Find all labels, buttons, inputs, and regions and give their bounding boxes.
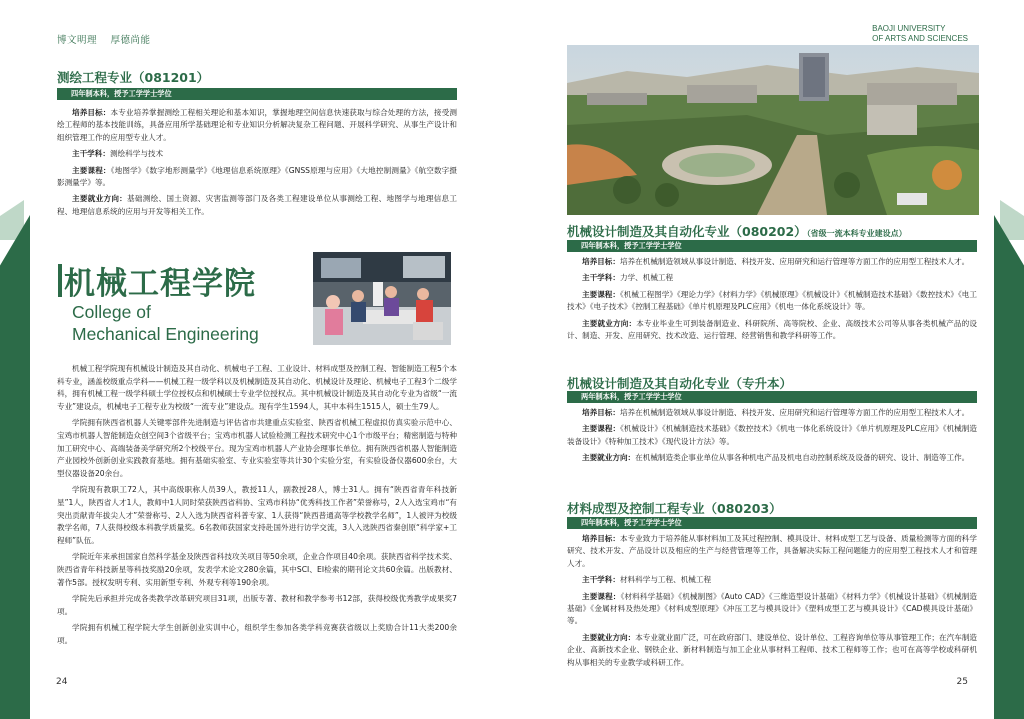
header-slogan [57,32,161,46]
page-number-left: 24 [56,677,68,687]
goal-text: 培养在机械制造领域从事设计制造、科技开发、应用研究和运行管理等方面工作的应用型工程技术人才。 [619,257,970,266]
lab-photo [313,252,451,345]
jobs-label: 主要就业方向： [582,453,636,463]
college-name-cn: 机械工程学院 [64,266,256,302]
materials-details [567,533,977,669]
subject-text: 测绘科学与技术 [109,149,164,159]
subject-label: 主干学科： [582,575,620,585]
slogan-1: 博文明理 [57,35,98,46]
intro-paragraph: 学院拥有机械工程学院大学生创新创业实训中心，组织学生参加各类学科竞赛获省级以上奖励合计11大类200余项。 [57,623,457,645]
lab-photo-image [313,252,451,345]
college-title-bar [58,264,62,297]
college-intro [57,363,457,647]
goal-text: 培养在机械制造领域从事设计制造、科技开发、应用研究和运行管理等方面工作的应用型工程技术人才。 [619,408,970,417]
campus-photo [567,45,979,215]
subject-text: 力学、机械工程 [619,273,674,283]
courses-label: 主要课程： [582,289,620,299]
surveying-details [57,107,457,218]
right-decor-band [994,215,1024,719]
courses-label: 主要课程： [582,591,621,601]
courses-text: 《机械设计》《机械制造技术基础》《数控技术》《机电一体化系统设计》《单片机原理及PLC应用》《机械制造装备设计》《特种加工技术》《现代设计方法》等。 [567,424,978,446]
degree-bar-mech-design: 四年制本科，授予工学学士学位 [567,240,977,252]
left-decor-band [0,215,30,719]
jobs-text: 基础测绘、国土资源、灾害监测等部门及各类工程建设单位从事测绘工程、地图学与地理信息工程、地理信息系统的应用与开发等相关工作。 [57,194,458,216]
intro-paragraph: 学院先后承担并完成各类教学改革研究项目31项，出版专著、教材和教学参考书12部，获得校级优秀教学成果奖7项。 [57,594,457,616]
college-name-en-line2: Mechanical Engineering [72,324,259,344]
goal-label: 培养目标： [582,534,620,543]
courses-label: 主要课程： [72,165,111,175]
courses-text: 《机械工程图学》《理论力学》《材料力学》《机械原理》《机械设计》《机械制造技术基础》《数控技术》《电工技术》《电子技术》《控制工程基础》《单片机原理及PLC应用》《机电一体化系统设计》等。 [567,289,977,312]
slogan-2: 厚德尚能 [110,35,151,46]
major-title-materials: 材料成型及控制工程专业（080203） [567,501,782,516]
college-name-en [72,301,259,345]
subject-label: 主干学科： [72,149,110,159]
courses-text: 《材料科学基础》《机械制图》《Auto CAD》《三维造型设计基础》《材料力学》《机械设计基础》《机械制造基础》《金属材料及热处理》《材料成型原理》《冲压工艺与模具设计》《塑料成型工艺与模具设计》《CAD模具设计基础》等。 [567,591,977,626]
degree-bar-upgrade: 两年制本科，授予工学学士学位 [567,391,977,403]
jobs-label: 主要就业方向： [582,632,636,642]
university-name [872,24,968,44]
goal-label: 培养目标： [582,257,620,266]
jobs-text: 本专业毕业生可到装备制造业、科研院所、高等院校、企业、高级技术公司等从事各类机械产品的设计、制造、开发、应用研究、技术改造、运行管理、经营销售和教学科研等工作。 [567,318,978,341]
mech-design-details [567,256,977,342]
major-title-mech-design [567,222,907,240]
degree-bar-materials: 四年制本科，授予工学学士学位 [567,517,977,529]
intro-paragraph: 学院现有教职工72人，其中高级职称人员39人，教授11人，副教授28人，博士31人。拥有“陕西省青年科技新星”1人，陕西省人才1人，教师中1人同时荣获陕西省科协、宝鸡市科协“优秀科技工作者”荣誉称号，2人入选宝鸡市“有突出贡献青年拔尖人才”荣誉称号、2人入选为陕西省科普专家、1人获得“陕西普通高等学校教学名师”，1人被评为校级教学名师，7人获得校级本科教学质量奖。6名教师获国家支持赴国外进行访学交流，3人入选陕西省秦创原“科学家+工程师”队伍。 [57,485,457,545]
jobs-text: 本专业就业面广泛，可在政府部门、建设单位、设计单位、工程咨询单位等从事管理工作；在汽车制造企业、高新技术企业、钢铁企业、新材料制造与加工企业从事材料工程师、技术工程师等工作；也可在高等学校或科研机构从事相关的专业教学或科研工作。 [567,632,978,667]
major-title-surveying: 测绘工程专业（081201） [57,70,210,85]
major-title-upgrade: 机械设计制造及其自动化专业（专升本） [567,376,793,391]
provincial-tag: （省级一流本科专业建设点） [806,229,907,238]
jobs-label: 主要就业方向： [582,318,637,328]
univ-line-1: BAOJI UNIVERSITY [872,24,946,33]
courses-text: 《地图学》《数字地形测量学》《地理信息系统原理》《GNSS原理与应用》《大地控制测量》《航空数字摄影测量学》等。 [57,165,458,188]
page-number-right: 25 [956,677,968,687]
jobs-text: 在机械制造类企事业单位从事各种机电产品及机电自动控制系统及设备的研究、设计、制造等工作。 [635,453,970,463]
goal-label: 培养目标： [72,108,111,117]
college-name-en-line1: College of [72,302,151,322]
subject-text: 材料科学与工程、机械工程 [619,575,712,585]
degree-bar-surveying: 四年制本科，授予工学学士学位 [57,88,457,100]
upgrade-details [567,407,977,465]
intro-paragraph: 学院近年来承担国家自然科学基金及陕西省科技攻关项目等50余项，企业合作项目40余项。获陕西省科学技术奖、陕西省青年科技新星等科技奖励20余项，发表学术论文280余篇，其中SCI、EI检索的期刊论文共60余篇。出版教材、著作5部。授权发明专利、实用新型专利、外观专利等190余项。 [57,552,457,587]
intro-paragraph: 学院拥有陕西省机器人关键零部件先进制造与评估省市共建重点实验室、陕西省机械工程虚拟仿真实验示范中心、宝鸡市机器人智能制造众创空间3个省级平台；宝鸡市机器人试验检测工程技术研究中心1个市级平台；精密制造与特种加工研究中心、高端装备美学研究所2个校级平台。现为宝鸡市机器人产业协会理事长单位。拥有陕西省机器人智能制造产业园校外创新创业实践教育基地。拥有基础实验室、专业实验室等共计30个实验分室，有实验设备仪器600余台，大型仪器设备20余台。 [57,418,457,478]
campus-photo-image [567,45,979,215]
goal-label: 培养目标： [582,408,620,417]
major-title-text: 机械设计制造及其自动化专业（080202） [567,224,807,239]
univ-line-2: OF ARTS AND SCIENCES [872,34,968,43]
jobs-label: 主要就业方向： [72,194,128,204]
right-page [512,0,1024,719]
courses-label: 主要课程： [582,424,621,434]
intro-paragraph: 机械工程学院现有机械设计制造及其自动化、机械电子工程、工业设计、材料成型及控制工程、智能制造工程5个本科专业，涵盖校级重点学科——机械工程一级学科以及机械制造及其自动化、机械设计及理论、机械电子工程3个二级学科，拥有机械工程一级学科硕士学位授权点和机械硕士专业学位授权点。其中机械设计制造及其自动化专业为省级“一流专业”建设点，机械电子工程专业为校级“一流专业”建设点。现有学生1594人，其中本科生1515人，硕士生79人。 [57,364,457,411]
goal-text: 本专业致力于培养能从事材料加工及其过程控制、模具设计、材料成型工艺与设备、质量检测等方面的科学研究、技术开发、产品设计以及相应的生产与经营管理等工作，具备解决实际工程问题能力的应用型工程技术人才和管理人才。 [567,534,977,568]
goal-text: 本专业培养掌握测绘工程相关理论和基本知识，掌握地理空间信息快速获取与综合处理的方法，接受测绘工程师的基本技能训练，具备应用所学基础理论和专业知识分析解决复杂工程问题、开展科学研究、从事生产设计和组织管理工作的应用型专业人才。 [57,108,457,142]
subject-label: 主干学科： [582,273,620,283]
